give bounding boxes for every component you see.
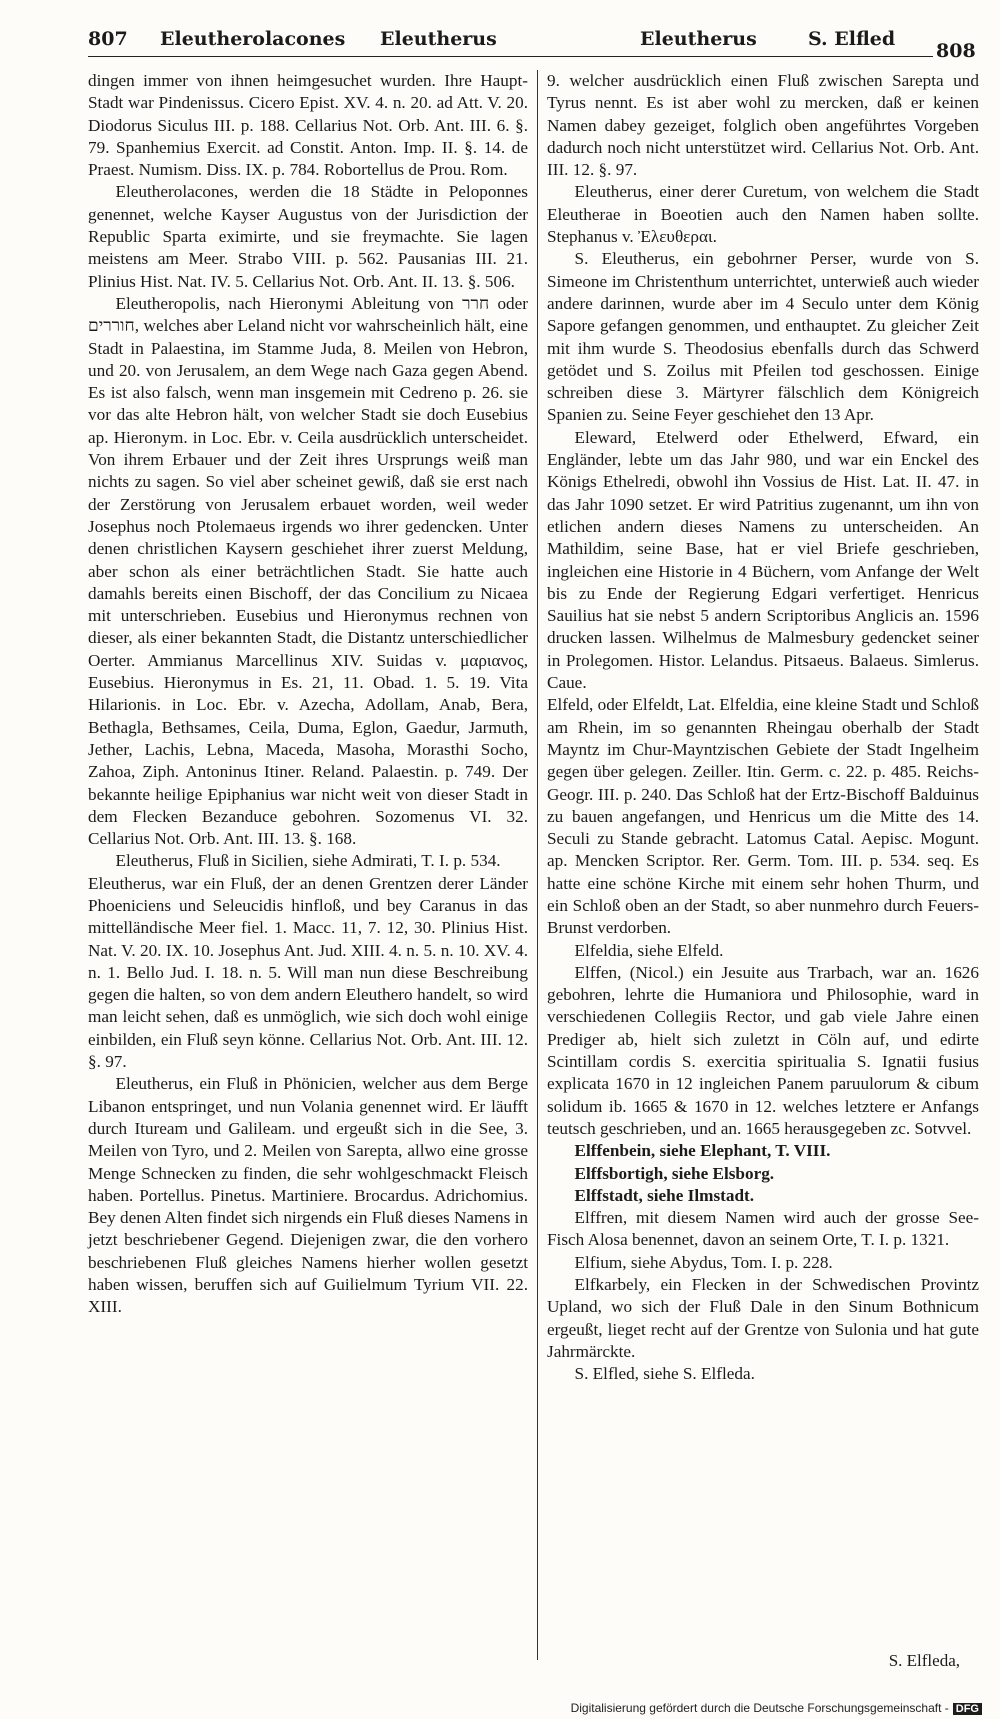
entry-paragraph: Elffsbortigh, siehe Elsborg. — [574, 1163, 775, 1183]
entry-paragraph: Eleutherus, einer derer Curetum, von welchem die Stadt Eleutherae in Boeotien auch den Namen haben sollte. Stephanus v. Ἐλευθεραι. — [547, 182, 979, 247]
entry-paragraph: Elfkarbely, ein Flecken in der Schwedischen Provintz Upland, wo sich der Fluß Dale in den Sinum Bothnicum ergeußt, lieget recht auf der Grentze von Sulonia und hat gute Jahrmärckte. — [547, 1275, 979, 1361]
entry-paragraph: S. Eleutherus, ein gebohrner Perser, wurde von S. Simeone im Christenthum unterrichtet, unterwieß auch wieder andere darinnen, wurde aber im 4 Seculo unter dem König Sapore gefangen genommen, und enthauptet. Zu gleicher Zeit mit ihm wurde S. Theodosius ebenfalls durch das Schwerd getödet und S. Zoilus mit Pfeilen tod geschossen. Einige schreiben diese 3. Märtyrer fälschlich dem Königreich Spanien zu. Seine Feyer geschiehet den 13 Apr. — [547, 249, 979, 425]
page-number-left: 807 — [88, 28, 128, 50]
dfg-logo: DFG — [953, 1703, 982, 1715]
entry-paragraph: Elfeldia, siehe Elfeld. — [574, 940, 724, 960]
header-keyword-1: Eleutherolacones — [160, 28, 346, 50]
catchword: S. Elfleda, — [888, 1651, 960, 1670]
column-divider — [537, 70, 538, 1660]
entry-paragraph: Elffenbein, siehe Elephant, T. VIII. — [574, 1141, 831, 1161]
entry-paragraph: Elffren, mit diesem Namen wird auch der grosse See-Fisch Alosa benennet, davon an seinem Orte, T. I. p. 1321. — [547, 1208, 979, 1250]
entry-paragraph: Eleutherus, ein Fluß in Phönicien, welcher aus dem Berge Libanon entspringet, und nun Volania genennet wird. Er läufft durch Ituream und Galileam. und ergeußt sich in die See, 3. Meilen von Tyro, und 2. Meilen von Sarepta, allwo eine grosse Menge Schnecken zu finden, die sehr wohlgeschmackt Fleisch haben. Portellus. Pinetus. Martiniere. Brocardus. Adrichomius. Bey denen Alten findet sich nirgends ein Fluß dieses Namens in jetzt beschriebener Gegend. Diejenigen zwar, die den vorhero beschriebenen Fluß gleiches Namens hierher wollen gesetzt haben wissen, beruffen sich auf Guilielmum Tyrium VII. 22. XIII. — [88, 1074, 528, 1317]
footer-credit — [571, 1701, 982, 1715]
entry-paragraph: Elfium, siehe Abydus, Tom. I. p. 228. — [574, 1252, 833, 1272]
entry-paragraph: Eleutherus, Fluß in Sicilien, siehe Admirati, T. I. p. 534. — [115, 851, 501, 871]
entry-paragraph: dingen immer von ihnen heimgesuchet wurden. Ihre Haupt-Stadt war Pindenissus. Cicero Epist. XV. 4. n. 20. ad Att. V. 20. Diodorus Siculus III. p. 188. Cellarius Not. Orb. Ant. III. 6. §. 79. Spanhemius Exercit. ad Constit. Anton. Imp. II. §. 14. de Praest. Numism. Diss. IX. p. 784. Robortellus de Prou. Rom. — [88, 71, 528, 180]
page-number-right: 808 — [936, 40, 976, 62]
entry-paragraph: Eleutherus, war ein Fluß, der an denen Grentzen derer Länder Phoeniciens und Seleucidis hinfloß, und bey Caranus in das mittelländische Meer fiel. 1. Macc. 11, 7. 12, 30. Plinius Hist. Nat. V. 20. IX. 10. Josephus Ant. Jud. XIII. 4. n. 5. n. 10. XV. 4. n. 1. Bello Jud. I. 18. n. 5. Will man nun diese Beschreibung gegen die halten, so von dem andern Eleuthero handelt, so wird man leicht sehen, daß es unmöglich, wie sich doch wohl einige einbilden, ein Fluß seyn könne. Cellarius Not. Orb. Ant. III. 12. §. 97. — [88, 873, 528, 1072]
entry-paragraph: Elfeld, oder Elfeldt, Lat. Elfeldia, eine kleine Stadt und Schloß am Rhein, im so genannten Rheingau oberhalb der Stadt Mayntz im Chur-Mayntzischen Gebiete der Stadt Ingelheim gegen über gelegen. Zeiller. Itin. Germ. c. 22. p. 485. Reichs-Geogr. III. p. 240. Das Schloß hat der Ertz-Bischoff Balduinus zu bauen angefangen, und Henricus um die Mitte des 14. Seculi zu Stande gebracht. Latomus Catal. Aepisc. Mogunt. ap. Mencken Scriptor. Rer. Germ. Tom. III. p. 534. seq. Es hatte eine schöne Kirche mit einem sehr hohen Thurm, und ein Schloß oben an der Stadt, so aber nunmehro durch Feuers-Brunst verdorben. — [547, 695, 979, 938]
entry-paragraph: Elffstadt, siehe Ilmstadt. — [574, 1185, 755, 1205]
entry-paragraph: Eleward, Etelwerd oder Ethelwerd, Efward, ein Engländer, lebte um das Jahr 980, und war ein Enckel des Königs Ethelredi, obwohl ihn Vossius de Hist. Lat. II. 47. in das Jahr 1090 setzet. Er wird Patritius zugenannt, um ihn von etlichen andern dieses Namens zu unterscheiden. An Mathildim, seine Base, hat er viel Briefe geschrieben, ingleichen eine Historie in 4 Büchern, vom Anfange der Welt bis zu Ende der Regierung Edgari verfertiget. Henricus Sauilius hat sie nebst 5 andern Scriptoribus Anglicis an. 1596 drucken lassen. Wilhelmus de Malmesbury gedencket seiner in Prolegomen. Histor. Lelandus. Pitsaeus. Balaeus. Simlerus. Caue. — [547, 427, 979, 693]
entry-paragraph: S. Elfled, siehe S. Elfleda. — [574, 1364, 755, 1384]
header-keyword-4: S. Elfled — [808, 28, 896, 50]
header-rule — [88, 56, 933, 57]
right-column — [547, 70, 979, 1386]
entry-paragraph: Elffen, (Nicol.) ein Jesuite aus Trarbach, war an. 1626 gebohren, lehrte die Humaniora und Philosophie, ward in verschiedenen Collegiis Rector, und gab viele Jahre einen Prediger ab, hielt sich zuletzt in Cöln auf, und edirte Scintillam cordis S. exercitia spiritualia S. Ignatii fusius explicata 1670 in 12 ingleichen Panem paruulorum & cibum solidum ib. 1665 & 1670 in 12. welches letztere er Anfangs teutsch geschrieben, und an. 1665 herausgegeben zc. Sotvvel. — [547, 962, 979, 1138]
header-keyword-3: Eleutherus — [640, 28, 757, 50]
footer-text: Digitalisierung gefördert durch die Deutsche Forschungsgemeinschaft - — [570, 1701, 949, 1715]
entry-paragraph: 9. welcher ausdrücklich einen Fluß zwischen Sarepta und Tyrus nennt. Es ist aber wohl zu mercken, daß er keinen Namen dabey gezeiget, folglich oben angeführtes Vorgeben dadurch noch nicht unterstützet wird. Cellarius Not. Orb. Ant. III. 12. §. 97. — [547, 71, 979, 180]
entry-paragraph: Eleutherolacones, werden die 18 Städte in Peloponnes genennet, welche Kayser Augustus von der Jurisdiction der Republic Sparta eximirte, und sie freymachte. Sie lagen meistens am Meer. Strabo VIII. p. 562. Pausanias III. 21. Plinius Hist. Nat. IV. 5. Cellarius Not. Orb. Ant. II. 13. §. 506. — [88, 182, 528, 291]
entry-paragraph: Eleutheropolis, nach Hieronymi Ableitung von חרר oder חוררים, welches aber Leland nicht vor wahrscheinlich hält, eine Stadt in Palaestina, im Stamme Juda, 8. Meilen von Hebron, und 20. von Jerusalem, an dem Wege nach Gaza gegen Abend. Es ist also falsch, wenn man insgemein mit Cedreno p. 26. sie vor das alte Hebron hält, von welcher Stadt sie doch Eusebius ap. Hieronym. in Loc. Ebr. v. Ceila ausdrücklich unterscheidet. Von ihrem Erbauer und der Zeit ihres Ursprungs weiß man nichts zu sagen. So viel aber scheinet gewiß, daß sie erst nach der Zerstörung von Jerusalem erbauet worden, weil weder Josephus noch Ptolemaeus irgends wo ihrer gedencken. Unter denen christlichen Kaysern geschiehet ihrer zuerst Meldung, aber schon als einer beträchtlichen Stadt. Sie hatte auch damahls bereits einen Bischoff, der das Concilium zu Nicaea mit unterschrieben. Eusebius und Hieronymus rechnen von dieser, als einer bekannten Stadt, die Distantz unterschiedlicher Oerter. Ammianus Marcellinus XIV. Suidas v. μαριανος, Eusebius. Hieronymus in Es. 21, 11. Obad. 1. 5. 19. Vita Hilarionis. in Loc. Ebr. v. Azecha, Adollam, Anab, Bera, Bethagla, Bethsames, Ceila, Duma, Eglon, Gaedur, Jarmuth, Jether, Lachis, Lebna, Maceda, Masoha, Morasthi Socho, Zahoa, Ziph. Antoninus Itiner. Reland. Palaestin. p. 749. Der bekannte heilige Epiphanius war nicht weit von dieser Stadt in dem Flecken Bezanduce gebohren. Sozomenus VI. 32. Cellarius Not. Orb. Ant. III. 13. §. 168. — [88, 293, 528, 849]
left-column — [88, 70, 528, 1319]
header-keyword-2: Eleutherus — [380, 28, 497, 50]
